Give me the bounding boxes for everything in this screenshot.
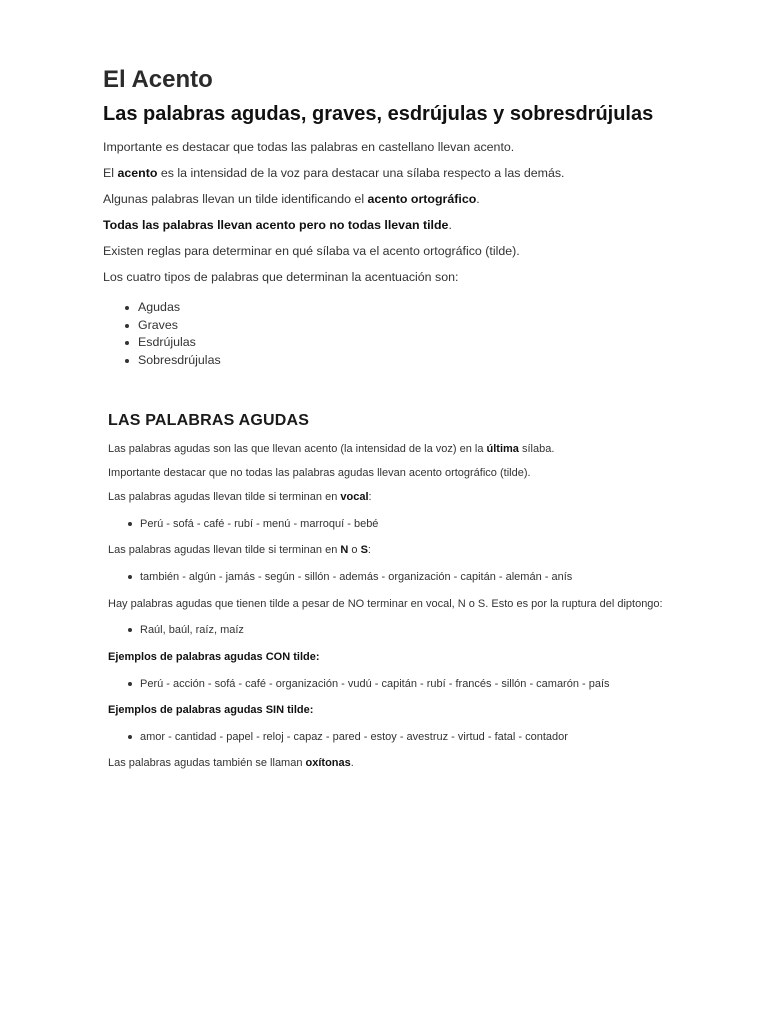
intro-paragraph-1: Importante es destacar que todas las palabras en castellano llevan acento. <box>103 140 515 154</box>
example-list-item: Raúl, baúl, raíz, maíz <box>108 623 244 637</box>
text: Las palabras agudas son las que llevan acento (la intensidad de la voz) en la <box>108 443 487 455</box>
intro-paragraph-6: Los cuatro tipos de palabras que determinan la acentuación son: <box>103 270 459 284</box>
agudas-paragraph-3 <box>108 490 372 504</box>
section-heading-agudas: LAS PALABRAS AGUDAS <box>108 412 310 429</box>
text: . <box>476 192 480 206</box>
text: . <box>350 757 354 769</box>
example-list-item: amor - cantidad - papel - reloj - capaz - pared - estoy - avestruz - virtud - fatal - contador <box>108 730 568 744</box>
intro-paragraph-5: Existen reglas para determinar en qué sílaba va el acento ortográfico (tilde). <box>103 244 520 258</box>
example-list-item: Perú - sofá - café - rubí - menú - marroquí - bebé <box>108 517 378 531</box>
intro-paragraph-4 <box>103 217 452 233</box>
text: Algunas palabras llevan un tilde identificando el <box>103 192 368 206</box>
agudas-paragraph-4 <box>108 543 371 557</box>
con-tilde-label: Ejemplos de palabras agudas CON tilde: <box>108 651 320 663</box>
text: : <box>368 491 372 503</box>
bold-term: N <box>340 544 349 556</box>
text: o <box>348 544 361 556</box>
agudas-paragraph-2: Importante destacar que no todas las palabras agudas llevan acento ortográfico (tilde). <box>108 467 531 479</box>
text: . <box>448 218 452 232</box>
agudas-paragraph-5: Hay palabras agudas que tienen tilde a pesar de NO terminar en vocal, N o S. Esto es por la ruptura del diptongo: <box>108 598 663 610</box>
word-types-list <box>103 299 221 369</box>
sin-tilde-label: Ejemplos de palabras agudas SIN tilde: <box>108 704 314 716</box>
text: Las palabras agudas llevan tilde si terminan en <box>108 491 341 503</box>
bold-term: oxítonas <box>305 757 351 769</box>
example-list-item: también - algún - jamás - según - sillón - además - organización - capitán - alemán - anís <box>108 570 572 584</box>
list-item: Agudas <box>103 299 221 317</box>
text: sílaba. <box>518 443 555 455</box>
list-item: Sobresdrújulas <box>103 352 221 370</box>
text: es la intensidad de la voz para destacar una sílaba respecto a las demás. <box>157 166 565 180</box>
text: Las palabras agudas llevan tilde si terminan en <box>108 544 341 556</box>
intro-paragraph-3 <box>103 191 480 207</box>
agudas-paragraph-6 <box>108 756 354 770</box>
text: Las palabras agudas también se llaman <box>108 757 306 769</box>
bold-term: última <box>486 443 519 455</box>
page-title: El Acento <box>103 66 213 93</box>
bold-term: S <box>360 544 368 556</box>
bold-statement: Todas las palabras llevan acento pero no todas llevan tilde <box>103 218 449 232</box>
page-subtitle: Las palabras agudas, graves, esdrújulas y sobresdrújulas <box>103 103 654 125</box>
agudas-paragraph-1 <box>108 442 554 456</box>
text: : <box>367 544 371 556</box>
bold-term: acento ortográfico <box>367 192 477 206</box>
intro-paragraph-2 <box>103 165 564 181</box>
bold-term: acento <box>117 166 158 180</box>
bold-term: vocal <box>340 491 369 503</box>
text: El <box>103 166 118 180</box>
list-item: Esdrújulas <box>103 334 221 352</box>
list-item: Graves <box>103 317 221 335</box>
example-list-item: Perú - acción - sofá - café - organización - vudú - capitán - rubí - francés - sillón - camarón - país <box>108 677 610 691</box>
